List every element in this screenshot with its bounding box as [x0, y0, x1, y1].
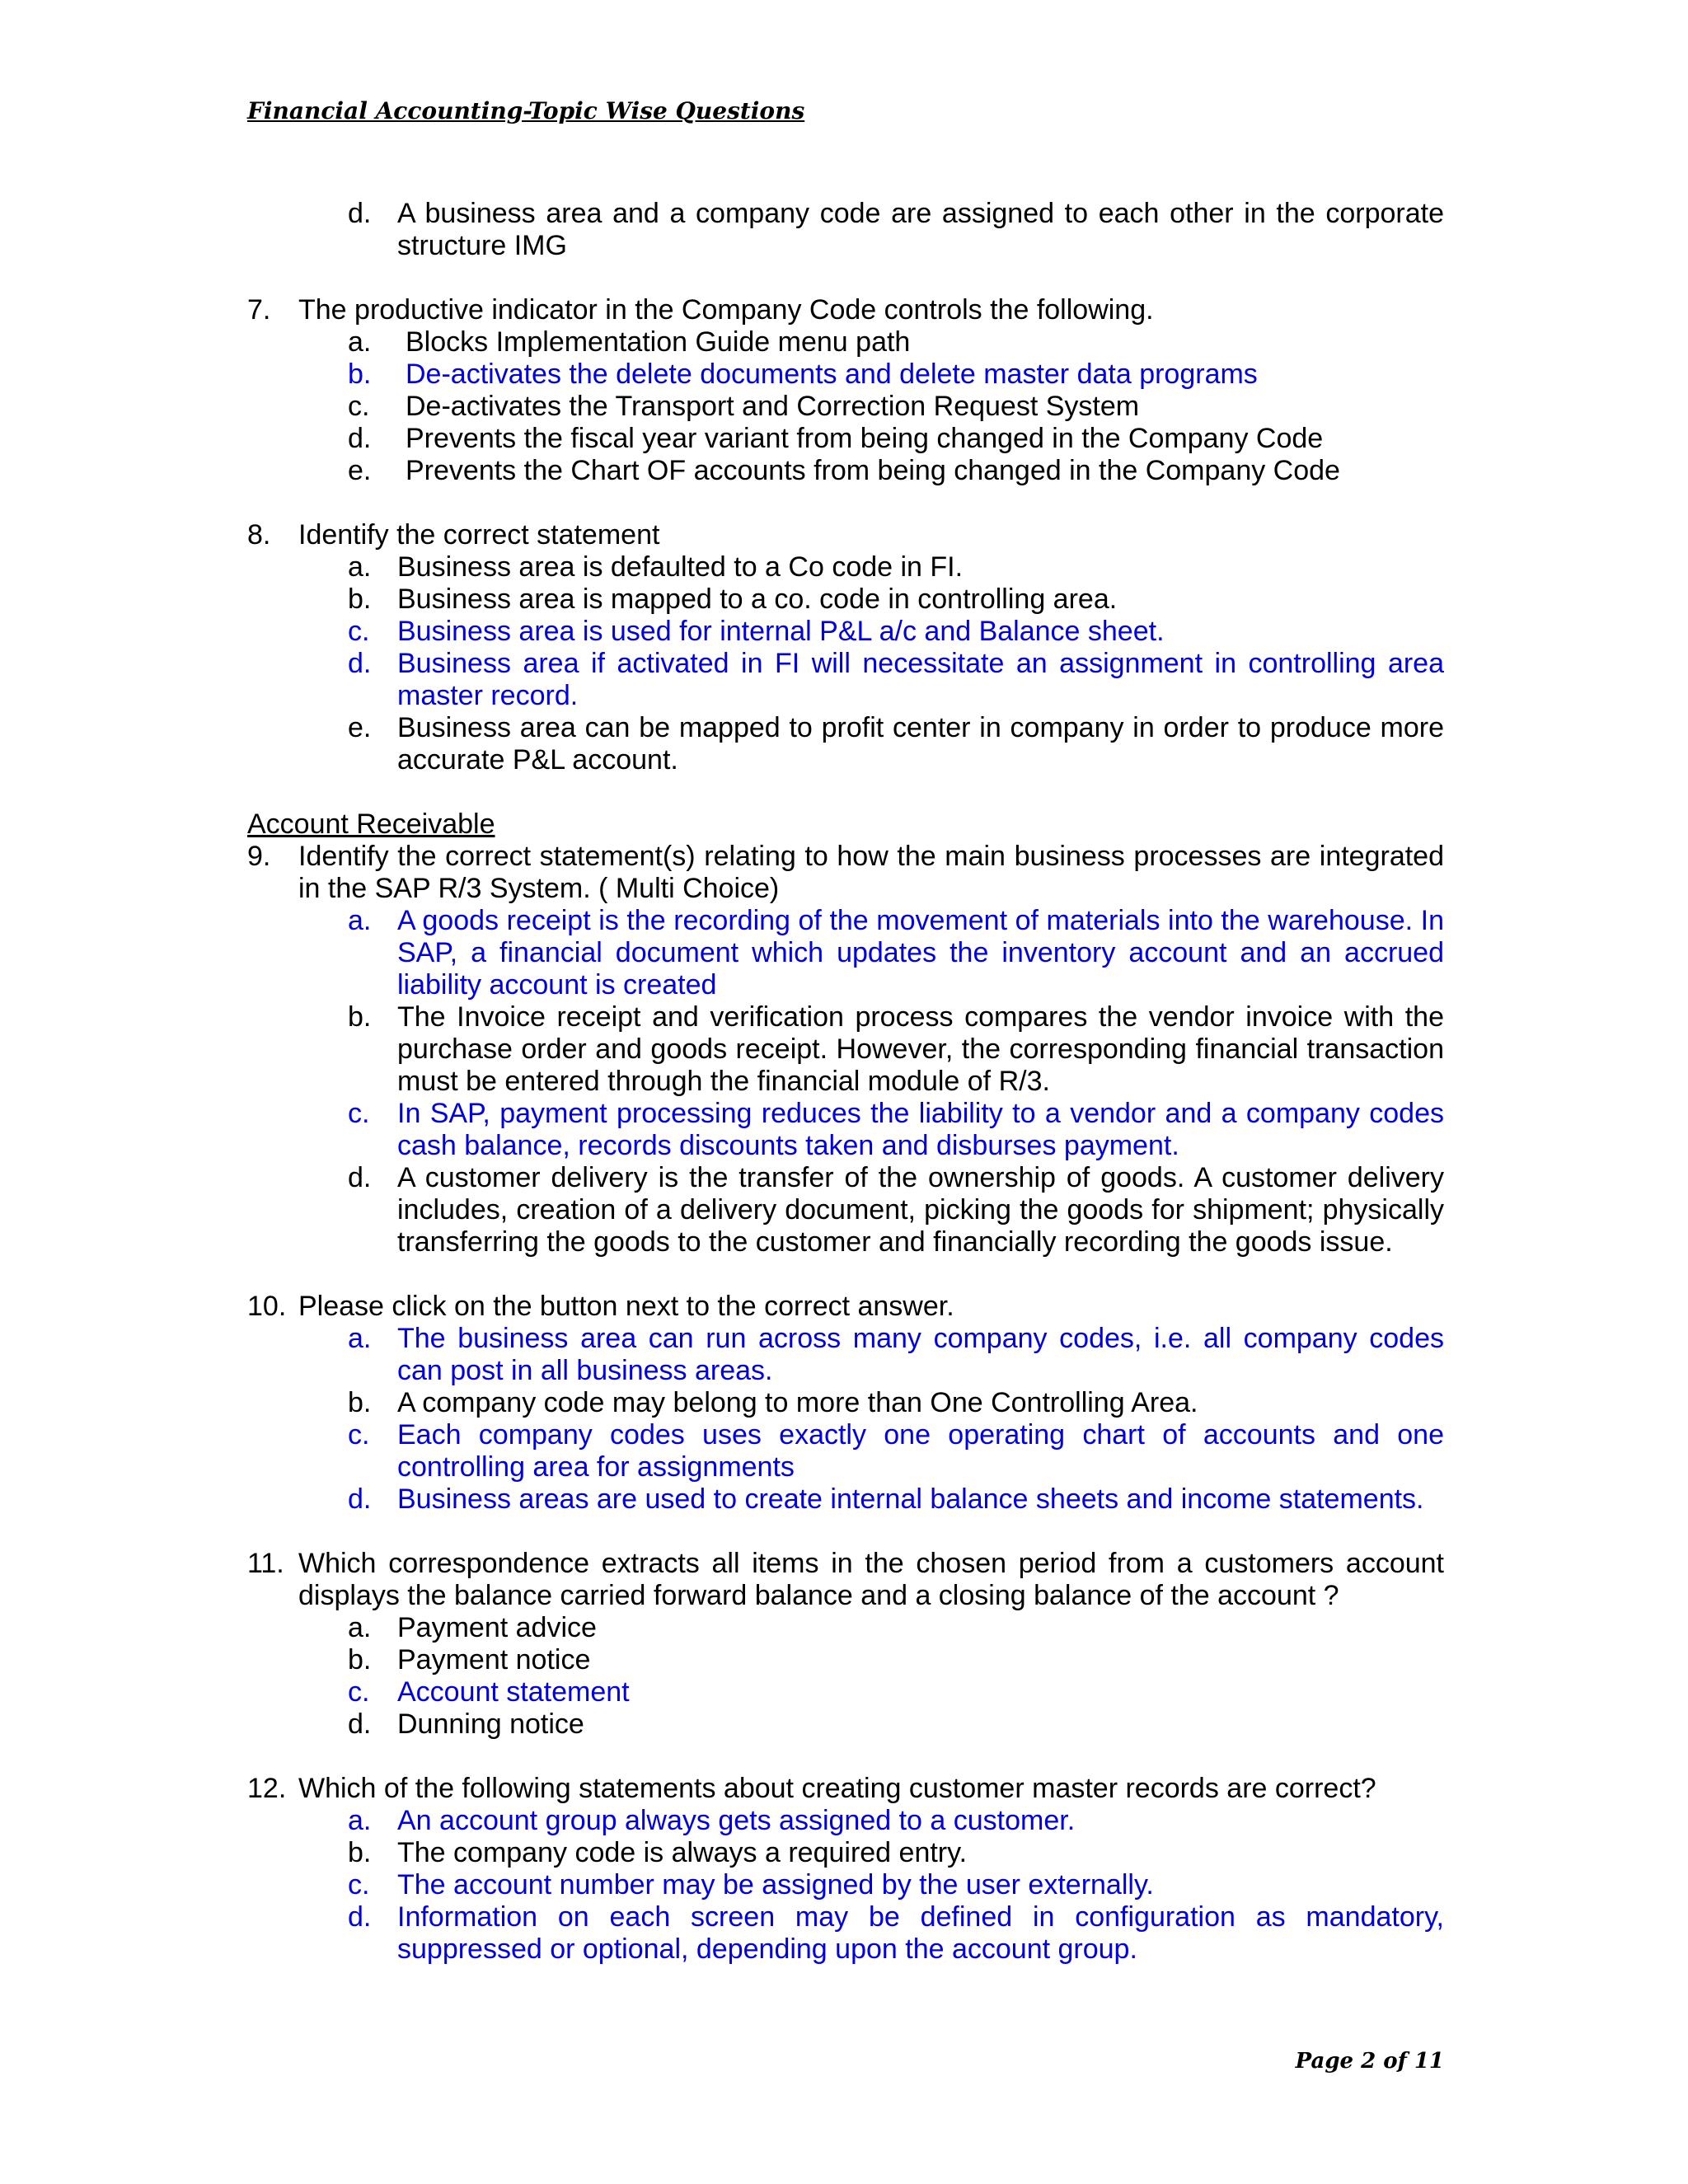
page-header-title: Financial Accounting-Topic Wise Questions	[247, 97, 805, 124]
option-letter: d.	[348, 198, 372, 229]
option-letter: c.	[348, 1676, 370, 1708]
option-text: The company code is always a required entry.	[397, 1837, 968, 1868]
option-letter: b.	[348, 1387, 372, 1418]
option-text: Each company codes uses exactly one operating chart of accounts and one controlling area for assignments	[397, 1419, 1444, 1483]
option-letter: d.	[348, 1708, 372, 1740]
question-9	[247, 841, 1444, 905]
question-8	[247, 519, 1444, 551]
option-text: Blocks Implementation Guide menu path	[406, 326, 911, 358]
option-item-correct	[348, 1323, 1444, 1387]
question-11	[247, 1548, 1444, 1612]
option-item	[348, 1644, 1444, 1676]
option-letter: d.	[348, 1162, 372, 1193]
document-body	[247, 198, 1444, 1966]
option-item	[348, 551, 1444, 583]
option-letter: a.	[348, 326, 372, 358]
option-item-correct	[348, 1805, 1444, 1837]
option-item	[348, 1837, 1444, 1869]
option-item-correct	[348, 1483, 1444, 1516]
option-letter: d.	[348, 1483, 372, 1515]
question-12	[247, 1773, 1444, 1805]
option-item-correct	[348, 1676, 1444, 1708]
question-number: 10.	[247, 1291, 287, 1322]
option-letter: d.	[348, 1901, 372, 1933]
option-text: Business area is used for internal P&L a/c and Balance sheet.	[397, 616, 1165, 647]
option-text: The Invoice receipt and verification process compares the vendor invoice with the purchase order and goods receipt. However, the corresponding financial transaction must be entered through the financial module of R/3.	[397, 1001, 1444, 1097]
question-number: 7.	[247, 294, 271, 326]
question-text: Identify the correct statement	[298, 519, 660, 551]
option-text: Business area if activated in FI will necessitate an assignment in controlling area master record.	[397, 648, 1444, 711]
option-letter: a.	[348, 905, 372, 936]
option-letter: e.	[348, 712, 372, 743]
option-text: A customer delivery is the transfer of the ownership of goods. A customer delivery includes, creation of a delivery document, picking the goods for shipment; physically transferring the goods to the customer and financially recording the goods issue.	[397, 1162, 1444, 1258]
option-text: A company code may belong to more than One Controlling Area.	[397, 1387, 1198, 1418]
option-text: De-activates the Transport and Correction Request System	[406, 391, 1140, 422]
option-item-correct	[348, 905, 1444, 1001]
option-text: Prevents the Chart OF accounts from being changed in the Company Code	[406, 455, 1340, 486]
question-7	[247, 294, 1444, 326]
option-letter: d.	[348, 423, 372, 454]
question-8-options	[247, 551, 1444, 776]
option-item	[348, 1708, 1444, 1741]
question-12-options	[247, 1805, 1444, 1966]
question-9-options	[247, 905, 1444, 1258]
option-item	[348, 455, 1444, 487]
question-text: Identify the correct statement(s) relating to how the main business processes are integrated in the SAP R/3 System. ( Multi Choice)	[298, 841, 1444, 904]
option-letter: a.	[348, 1805, 372, 1836]
option-text: Payment notice	[397, 1644, 591, 1675]
option-letter: a.	[348, 1323, 372, 1354]
option-letter: d.	[348, 648, 372, 679]
question-text: Which correspondence extracts all items in the chosen period from a customers account displays the balance carried forward balance and a closing balance of the account ?	[298, 1548, 1444, 1611]
option-letter: b.	[348, 583, 372, 615]
question-number: 11.	[247, 1548, 284, 1579]
option-letter: a.	[348, 1612, 372, 1643]
option-text: In SAP, payment processing reduces the liability to a vendor and a company codes cash balance, records discounts taken and disburses payment.	[397, 1098, 1444, 1161]
option-text: A business area and a company code are assigned to each other in the corporate structure IMG	[397, 198, 1444, 261]
option-item	[348, 1387, 1444, 1419]
option-text: Dunning notice	[397, 1708, 584, 1740]
question-text: Which of the following statements about creating customer master records are correct?	[298, 1773, 1376, 1804]
option-item	[348, 198, 1444, 262]
option-item-correct	[348, 1869, 1444, 1901]
option-item-correct	[348, 1901, 1444, 1966]
option-item-correct	[348, 1098, 1444, 1162]
option-letter: b.	[348, 1644, 372, 1675]
option-item	[348, 1612, 1444, 1644]
question-text: The productive indicator in the Company Code controls the following.	[298, 294, 1154, 326]
option-letter: b.	[348, 1001, 372, 1033]
section-heading: Account Receivable	[247, 808, 495, 840]
page-number: Page 2 of 11	[1295, 2049, 1444, 2074]
question-number: 8.	[247, 519, 271, 551]
option-text: Business areas are used to create internal balance sheets and income statements.	[397, 1483, 1424, 1515]
question-10	[247, 1291, 1444, 1323]
option-item	[348, 326, 1444, 359]
option-text: A goods receipt is the recording of the movement of materials into the warehouse. In SAP, a financial document which updates the inventory account and an accrued liability account is created	[397, 905, 1444, 1001]
option-letter: c.	[348, 1419, 370, 1451]
option-text: Business area is defaulted to a Co code in FI.	[397, 551, 964, 583]
option-letter: b.	[348, 1837, 372, 1868]
option-text: Account statement	[397, 1676, 630, 1708]
option-letter: c.	[348, 1869, 370, 1900]
option-item-correct	[348, 359, 1444, 391]
option-letter: c.	[348, 391, 370, 422]
option-item	[348, 1162, 1444, 1258]
question-11-options	[247, 1612, 1444, 1741]
question-7-options	[247, 326, 1444, 487]
option-item-correct	[348, 648, 1444, 712]
option-text: Business area is mapped to a co. code in controlling area.	[397, 583, 1118, 615]
option-letter: a.	[348, 551, 372, 583]
option-item-correct	[348, 1419, 1444, 1483]
option-text: Prevents the fiscal year variant from being changed in the Company Code	[406, 423, 1324, 454]
option-text: De-activates the delete documents and delete master data programs	[406, 359, 1258, 390]
option-item	[348, 423, 1444, 455]
option-item	[348, 583, 1444, 616]
question-number: 9.	[247, 841, 271, 872]
option-text: The account number may be assigned by the user externally.	[397, 1869, 1154, 1900]
option-letter: b.	[348, 359, 372, 390]
question-10-options	[247, 1323, 1444, 1516]
continued-options	[247, 198, 1444, 262]
option-text: Information on each screen may be defined in configuration as mandatory, suppressed or optional, depending upon the account group.	[397, 1901, 1444, 1965]
question-text: Please click on the button next to the correct answer.	[298, 1291, 954, 1322]
option-text: An account group always gets assigned to a customer.	[397, 1805, 1076, 1836]
option-letter: c.	[348, 1098, 370, 1129]
option-letter: c.	[348, 616, 370, 647]
option-item	[348, 391, 1444, 423]
option-text: The business area can run across many company codes, i.e. all company codes can post in all business areas.	[397, 1323, 1444, 1386]
option-text: Payment advice	[397, 1612, 597, 1643]
option-item	[348, 1001, 1444, 1098]
option-item-correct	[348, 616, 1444, 648]
option-letter: e.	[348, 455, 372, 486]
option-item	[348, 712, 1444, 776]
option-text: Business area can be mapped to profit center in company in order to produce more accurate P&L account.	[397, 712, 1444, 776]
question-number: 12.	[247, 1773, 287, 1804]
